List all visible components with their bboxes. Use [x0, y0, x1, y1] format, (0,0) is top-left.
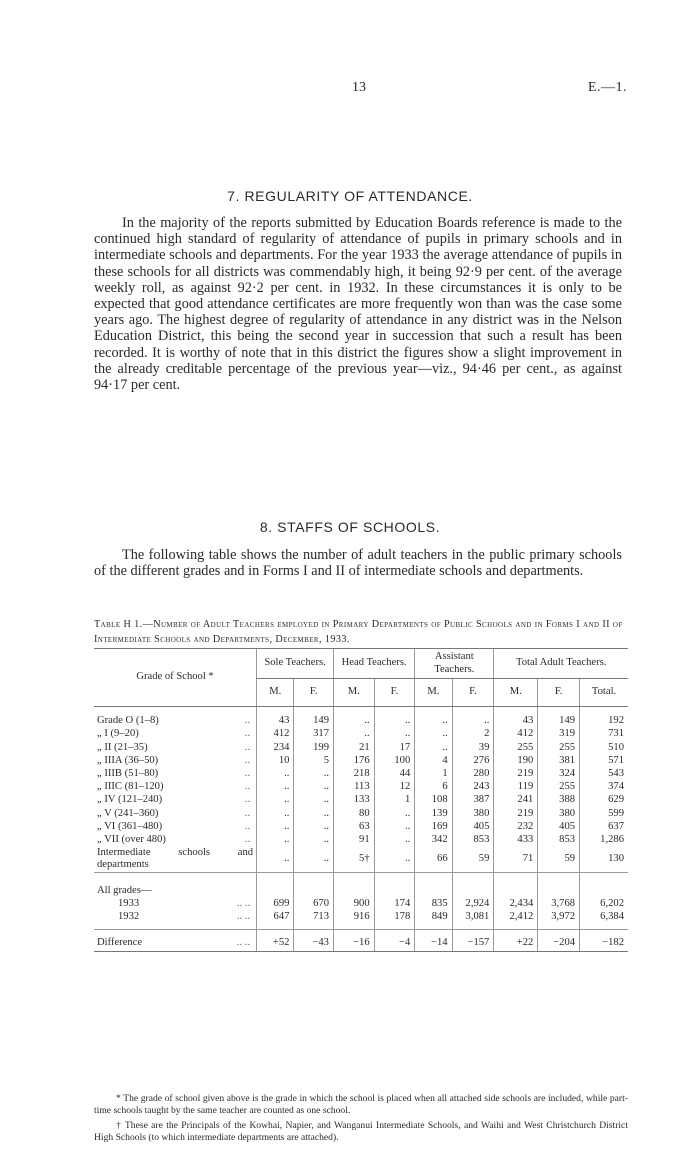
total-f-value: 405	[538, 821, 580, 834]
assistant-m-value: ..	[415, 715, 452, 728]
grade-row	[94, 821, 628, 834]
total-total-value: 731	[580, 728, 628, 741]
assistant-m-value: 342	[415, 834, 452, 847]
total-total-value: 192	[580, 715, 628, 728]
head-f-value: ..	[374, 728, 415, 741]
total-m-value: 71	[494, 847, 538, 873]
row-leader-dots: ..	[244, 741, 251, 753]
row-label: „ IIIC (81–120)	[97, 781, 164, 793]
document-reference: E.—1.	[588, 80, 628, 95]
total-total-empty	[580, 885, 628, 898]
total-f-value: 324	[538, 768, 580, 781]
head-m-value: 900	[333, 897, 374, 910]
head-f-value: ..	[374, 847, 415, 873]
assistant-f-value: 3,081	[452, 911, 494, 924]
spacer-cell	[333, 873, 374, 885]
year-row	[94, 897, 628, 910]
row-label: „ IIIA (36–50)	[97, 754, 159, 766]
total-f-value: 59	[538, 847, 580, 873]
sole-f-value: ..	[294, 807, 334, 820]
total-m-value: 412	[494, 728, 538, 741]
row-leader-dots: ..	[244, 768, 251, 780]
grade-row	[94, 794, 628, 807]
head-m-value: 113	[333, 781, 374, 794]
assistant-teachers-header: Assistant Teachers.	[415, 649, 494, 679]
assistant-m-value: ..	[415, 741, 452, 754]
section-8-heading: 8. STAFFS OF SCHOOLS.	[259, 519, 441, 535]
sole-m-header: M.	[257, 679, 294, 707]
spacer-cell	[494, 873, 538, 885]
head-f-value: −4	[374, 930, 415, 952]
grade-row	[94, 768, 628, 781]
assistant-f-value: ..	[452, 715, 494, 728]
total-m-value: 43	[494, 715, 538, 728]
head-f-value: ..	[374, 807, 415, 820]
total-f-value: 380	[538, 807, 580, 820]
row-leader-dots: ..	[244, 794, 251, 806]
total-f-empty	[538, 885, 580, 898]
spacer-cell	[452, 873, 494, 885]
total-total-value: 543	[580, 768, 628, 781]
assistant-f-value: 380	[452, 807, 494, 820]
head-f-value: ..	[374, 715, 415, 728]
head-f-header: F.	[374, 679, 415, 707]
total-total-value: 374	[580, 781, 628, 794]
head-m-value: 80	[333, 807, 374, 820]
spacer-cell	[374, 873, 415, 885]
row-label: „ IIIB (51–80)	[97, 768, 159, 780]
assistant-m-value: 66	[415, 847, 452, 873]
row-label: „ V (241–360)	[97, 807, 159, 819]
assistant-f-value: 280	[452, 768, 494, 781]
head-f-value: 178	[374, 911, 415, 924]
sole-teachers-header: Sole Teachers.	[257, 649, 334, 679]
total-f-value: 319	[538, 728, 580, 741]
table-header-row-groups	[94, 649, 628, 679]
total-f-value: 149	[538, 715, 580, 728]
grade-row	[94, 834, 628, 847]
head-f-value: 174	[374, 897, 415, 910]
grade-rows	[94, 707, 628, 952]
total-total-value: −182	[580, 930, 628, 952]
head-m-value: 5†	[333, 847, 374, 873]
total-total-value: 6,384	[580, 911, 628, 924]
row-label: Difference	[94, 930, 230, 952]
assistant-m-header: M.	[415, 679, 452, 707]
spacer-cell	[294, 873, 334, 885]
grade-row	[94, 807, 628, 820]
total-m-value: 219	[494, 807, 538, 820]
head-m-value: 916	[333, 911, 374, 924]
assistant-m-value: ..	[415, 728, 452, 741]
total-f-value: 388	[538, 794, 580, 807]
total-f-value: 853	[538, 834, 580, 847]
sole-f-value: 149	[294, 715, 334, 728]
sole-m-value: ..	[257, 807, 294, 820]
assistant-m-value: 4	[415, 755, 452, 768]
row-label: Grade O (1–8)	[97, 715, 159, 727]
head-m-value: 21	[333, 741, 374, 754]
total-f-value: 255	[538, 741, 580, 754]
grade-column-header: Grade of School *	[94, 649, 257, 707]
row-leader-dots: ..	[244, 715, 251, 727]
total-m-value: 2,434	[494, 897, 538, 910]
head-m-header: M.	[333, 679, 374, 707]
assistant-m-value: 835	[415, 897, 452, 910]
row-label: 1932	[118, 910, 140, 922]
total-m-value: 232	[494, 821, 538, 834]
head-f-empty	[374, 885, 415, 898]
row-leader-dots: .. ..	[236, 897, 251, 909]
head-f-value: 100	[374, 755, 415, 768]
section-7-heading: 7. REGULARITY OF ATTENDANCE.	[227, 188, 473, 204]
sole-f-value: ..	[294, 781, 334, 794]
table-caption	[94, 617, 628, 647]
head-f-value: 1	[374, 794, 415, 807]
head-f-value: 12	[374, 781, 415, 794]
total-f-value: 381	[538, 755, 580, 768]
section-7-paragraph: In the majority of the reports submitted by Education Boards reference is made to the continued high standard of regularity of attendance of pupils in primary schools and in intermediate schools and departments. For the year 1933 the average attendance of pupils in these schools for all districts was commendably high, it being 92·9 per cent. of the average weekly roll, as against 92·2 per cent. in 1932. In these circumstances it is only to be expected that good attendance certificates are more frequently won than was the case some years ago. The highest degree of regularity of attendance in any district was in the Nelson Education District, this being the second year in succession that such a result has been recorded. It is worthy of note that in this district the figures show a slight improvement in the already creditable percentage of the previous year—viz., 94·46 per cent., as against 94·17 per cent.	[94, 215, 622, 394]
head-m-value: 91	[333, 834, 374, 847]
total-total-value: 571	[580, 755, 628, 768]
sole-m-value: 412	[257, 728, 294, 741]
row-leader-dots: ..	[244, 754, 251, 766]
assistant-m-value: 1	[415, 768, 452, 781]
total-m-empty	[494, 885, 538, 898]
sole-f-value: 317	[294, 728, 334, 741]
row-leader-dots: .. ..	[230, 930, 256, 952]
head-f-value: ..	[374, 834, 415, 847]
spacer-cell	[257, 873, 294, 885]
head-f-value: 44	[374, 768, 415, 781]
spacer-cell	[538, 873, 580, 885]
total-m-value: 2,412	[494, 911, 538, 924]
sole-m-value: 10	[257, 755, 294, 768]
sole-m-value: ..	[257, 781, 294, 794]
total-m-value: 219	[494, 768, 538, 781]
row-label: „ IV (121–240)	[97, 794, 163, 806]
assistant-f-header: F.	[452, 679, 494, 707]
spacer-row	[94, 873, 628, 885]
grade-row	[94, 755, 628, 768]
row-label: „ VII (over 480)	[97, 833, 166, 845]
sole-f-header: F.	[294, 679, 334, 707]
sole-f-value: 670	[294, 897, 334, 910]
head-m-value: −16	[333, 930, 374, 952]
year-row	[94, 911, 628, 924]
total-total-value: 6,202	[580, 897, 628, 910]
head-m-value: 218	[333, 768, 374, 781]
spacer-cell	[580, 873, 628, 885]
total-m-header: M.	[494, 679, 538, 707]
assistant-f-value: 405	[452, 821, 494, 834]
spacer-cell	[415, 873, 452, 885]
sole-m-empty	[257, 885, 294, 898]
table-caption-prefix: Table H 1.—	[94, 619, 154, 630]
assistant-f-value: −157	[452, 930, 494, 952]
sole-f-value: ..	[294, 794, 334, 807]
assistant-f-value: 39	[452, 741, 494, 754]
total-m-value: 241	[494, 794, 538, 807]
sole-m-value: ..	[257, 821, 294, 834]
total-total-value: 637	[580, 821, 628, 834]
total-total-value: 599	[580, 807, 628, 820]
assistant-f-value: 243	[452, 781, 494, 794]
total-m-value: 255	[494, 741, 538, 754]
assistant-m-value: 139	[415, 807, 452, 820]
grade-row	[94, 728, 628, 741]
footnote-grade: * The grade of school given above is the grade in which the school is placed when all attached side schools are included, while part-time schools taught by the same teacher are counted as one school.	[94, 1093, 628, 1116]
intermediate-row	[94, 847, 628, 873]
row-label: Intermediate schools and departments	[97, 846, 254, 871]
row-leader-dots: ..	[244, 807, 251, 819]
assistant-m-value: 849	[415, 911, 452, 924]
sole-m-value: 699	[257, 897, 294, 910]
head-f-value: 17	[374, 741, 415, 754]
row-leader-dots: ..	[244, 781, 251, 793]
row-leader-dots: .. ..	[236, 910, 251, 922]
spacer-row	[94, 707, 628, 716]
assistant-m-value: −14	[415, 930, 452, 952]
total-f-value: −204	[538, 930, 580, 952]
all-grades-row	[94, 885, 628, 898]
total-m-value: 433	[494, 834, 538, 847]
row-leader-dots: ..	[244, 820, 251, 832]
section-8-paragraph: The following table shows the number of adult teachers in the public primary schools of the different grades and in Forms I and II of intermediate schools and departments.	[94, 547, 622, 580]
assistant-f-value: 276	[452, 755, 494, 768]
sole-m-value: ..	[257, 768, 294, 781]
total-total-value: 130	[580, 847, 628, 873]
row-label: „ VI (361–480)	[97, 820, 163, 832]
sole-f-value: −43	[294, 930, 334, 952]
row-label: „ I (9–20)	[97, 728, 139, 740]
total-m-value: 190	[494, 755, 538, 768]
all-grades-label: All grades—	[97, 884, 152, 896]
total-total-value: 1,286	[580, 834, 628, 847]
grade-row	[94, 781, 628, 794]
staff-table	[94, 648, 628, 952]
total-f-value: 3,768	[538, 897, 580, 910]
sole-m-value: ..	[257, 847, 294, 873]
grade-row	[94, 741, 628, 754]
assistant-f-value: 59	[452, 847, 494, 873]
sole-m-value: 43	[257, 715, 294, 728]
assistant-m-value: 108	[415, 794, 452, 807]
sole-m-value: ..	[257, 794, 294, 807]
sole-f-value: 713	[294, 911, 334, 924]
row-label: 1933	[118, 897, 140, 909]
total-total-value: 510	[580, 741, 628, 754]
assistant-f-value: 387	[452, 794, 494, 807]
head-m-value: 176	[333, 755, 374, 768]
sole-m-value: 234	[257, 741, 294, 754]
head-m-value: 133	[333, 794, 374, 807]
sole-m-value: ..	[257, 834, 294, 847]
sole-f-value: 5	[294, 755, 334, 768]
row-label: „ II (21–35)	[97, 741, 148, 753]
assistant-m-value: 169	[415, 821, 452, 834]
assistant-f-empty	[452, 885, 494, 898]
assistant-f-value: 853	[452, 834, 494, 847]
sole-f-value: ..	[294, 834, 334, 847]
head-teachers-header: Head Teachers.	[333, 649, 414, 679]
total-m-value: +22	[494, 930, 538, 952]
sole-f-empty	[294, 885, 334, 898]
row-leader-dots: ..	[244, 833, 251, 845]
head-f-value: ..	[374, 821, 415, 834]
total-f-header: F.	[538, 679, 580, 707]
assistant-f-value: 2,924	[452, 897, 494, 910]
spacer-cell	[94, 873, 257, 885]
sole-f-value: 199	[294, 741, 334, 754]
footnote-principals: † These are the Principals of the Kowhai, Napier, and Wanganui Intermediate Schools, and Waihi and West Christchurch District High Schools (to which intermediate departments are attached).	[94, 1120, 628, 1143]
assistant-m-empty	[415, 885, 452, 898]
total-m-value: 119	[494, 781, 538, 794]
sole-f-value: ..	[294, 847, 334, 873]
head-m-value: ..	[333, 715, 374, 728]
sole-f-value: ..	[294, 768, 334, 781]
table-caption-text: Number of Adult Teachers employed in Primary Departments of Public Schools and in Forms I and II of Intermediate Schools and Departments, December, 1933.	[94, 619, 623, 645]
total-total-value: 629	[580, 794, 628, 807]
sole-m-value: 647	[257, 911, 294, 924]
sole-f-value: ..	[294, 821, 334, 834]
grade-row	[94, 715, 628, 728]
head-m-value: ..	[333, 728, 374, 741]
difference-row	[94, 930, 628, 952]
head-m-value: 63	[333, 821, 374, 834]
total-total-header: Total.	[580, 679, 628, 707]
assistant-f-value: 2	[452, 728, 494, 741]
total-f-value: 3,972	[538, 911, 580, 924]
page-number: 13	[352, 80, 366, 95]
head-m-empty	[333, 885, 374, 898]
sole-m-value: +52	[257, 930, 294, 952]
assistant-m-value: 6	[415, 781, 452, 794]
row-leader-dots: ..	[244, 728, 251, 740]
total-teachers-header: Total Adult Teachers.	[494, 649, 628, 679]
total-f-value: 255	[538, 781, 580, 794]
